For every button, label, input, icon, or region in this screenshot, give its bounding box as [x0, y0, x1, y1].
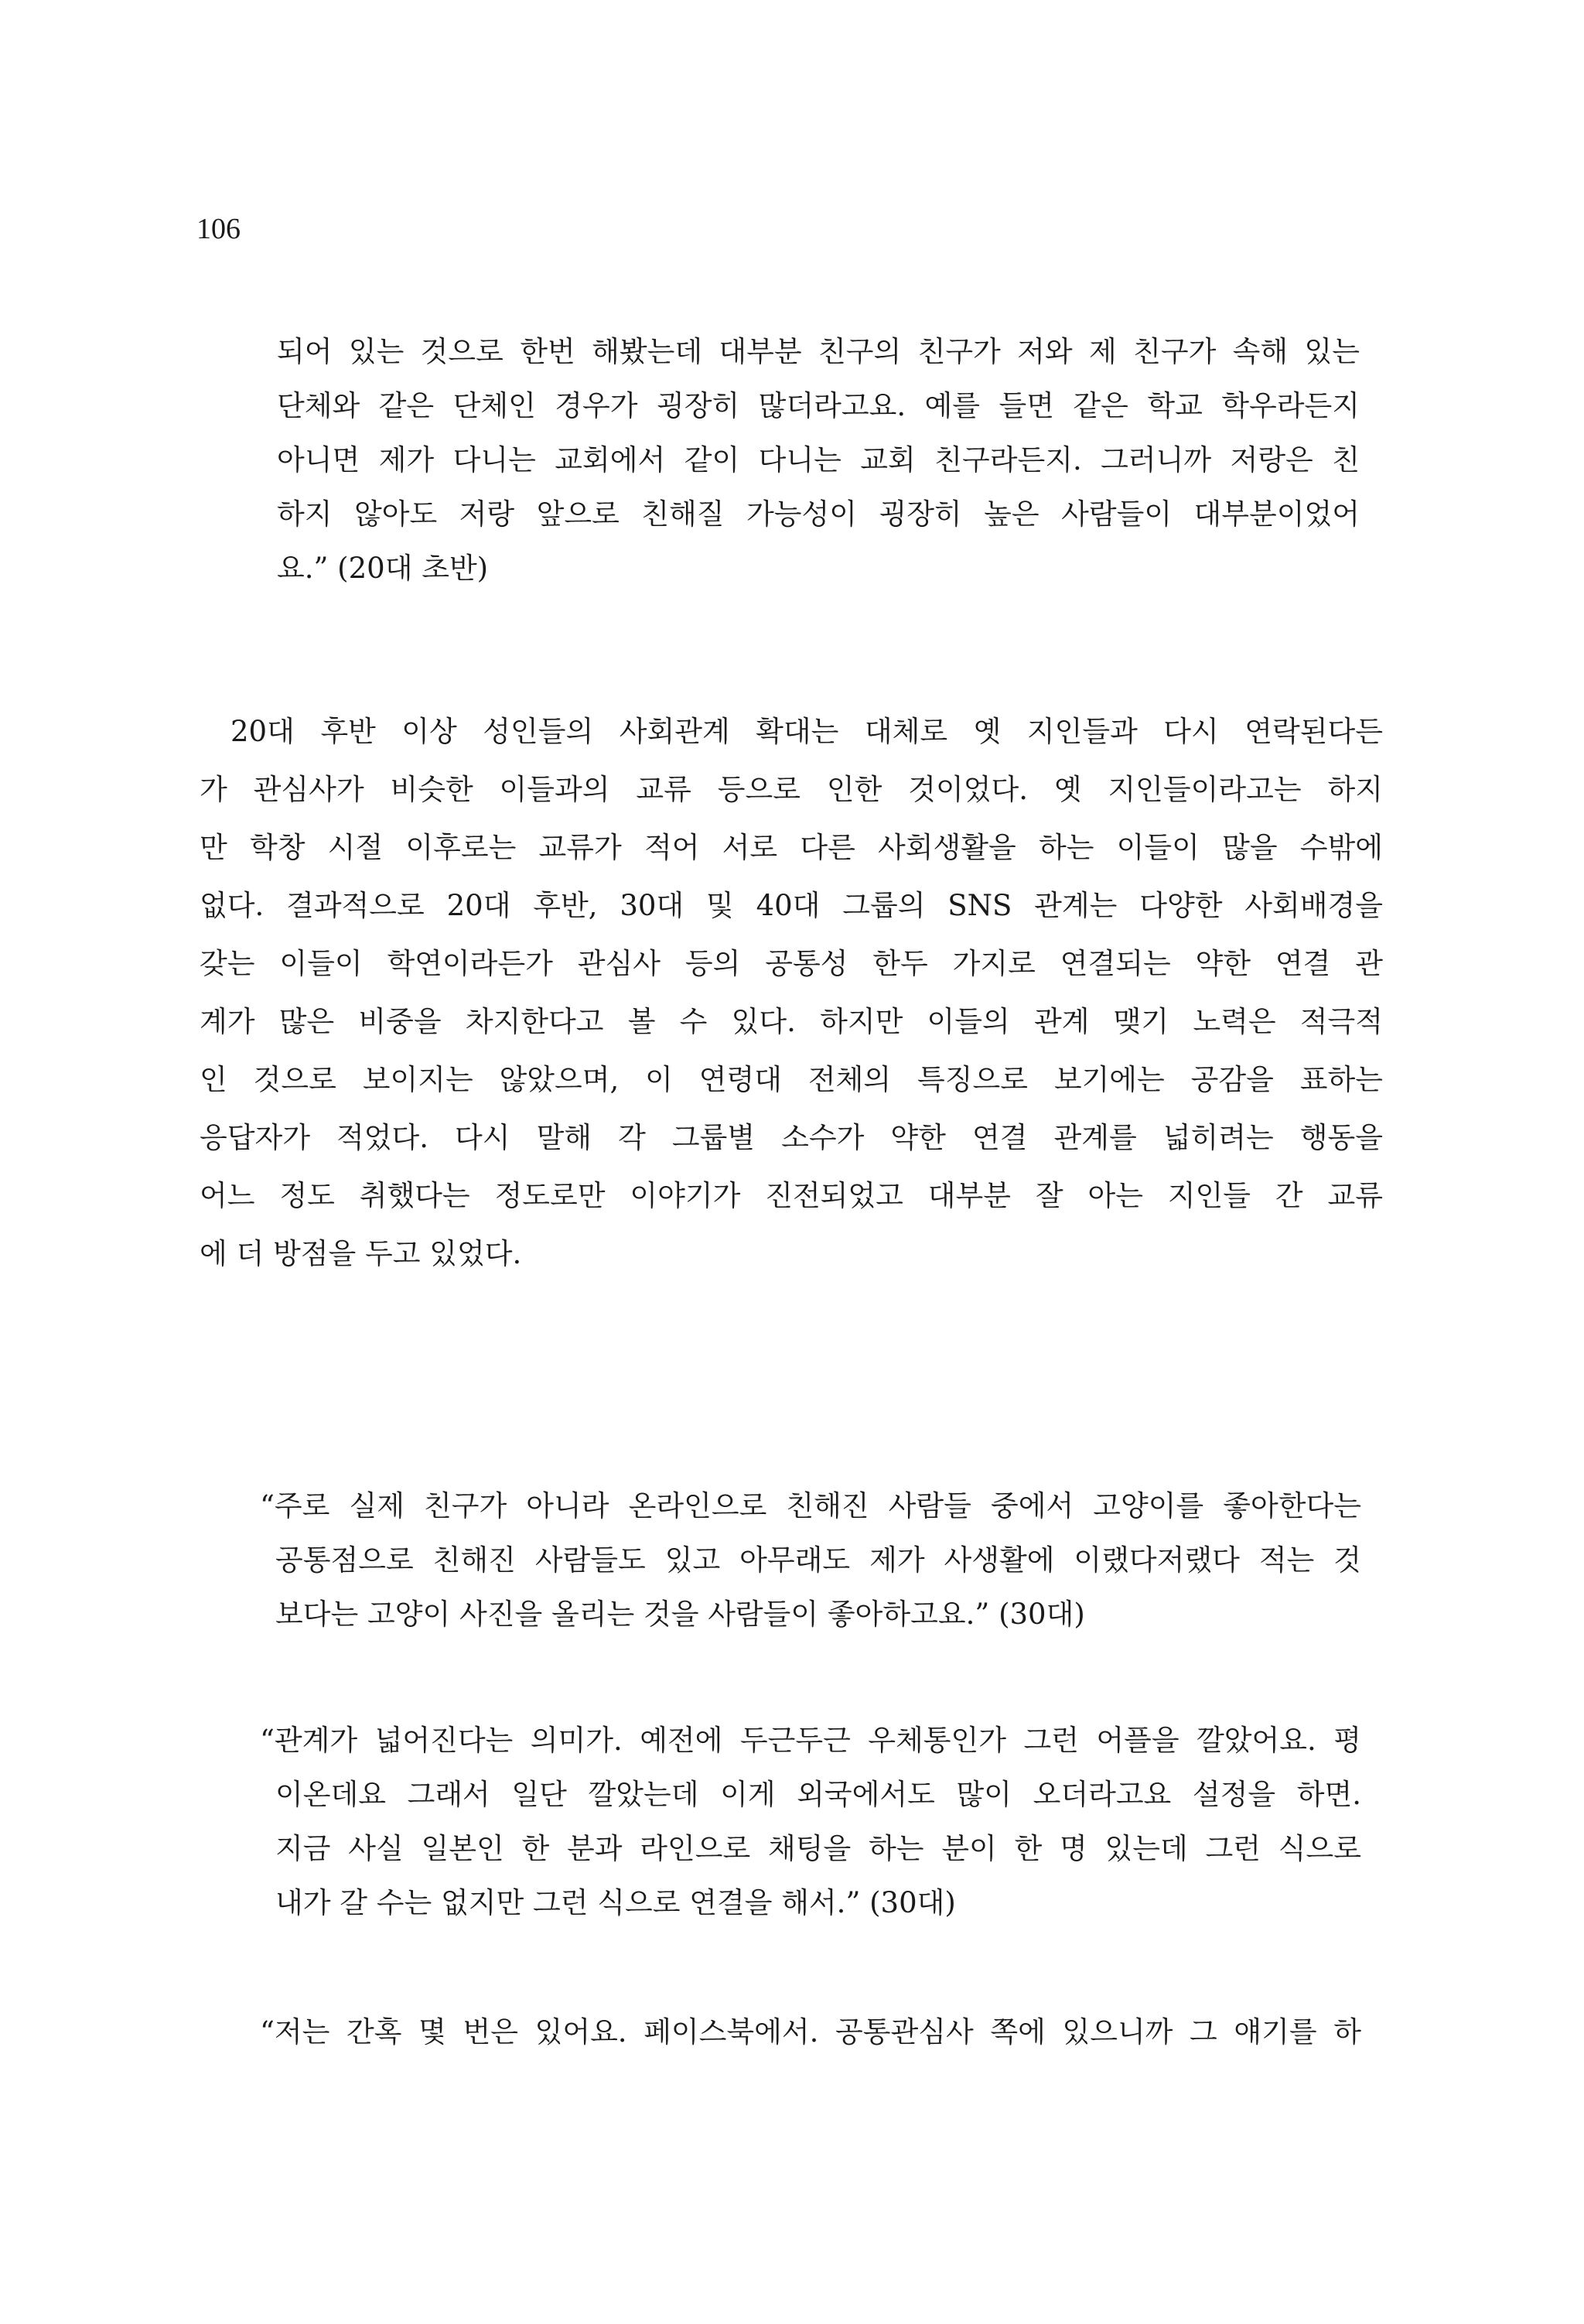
interview-quote-facebook — [260, 2005, 1361, 2059]
paragraph-line: 응답자가 적었다. 다시 말해 각 그룹별 소수가 약한 연결 관계를 넓히려는 행동을 — [200, 1121, 1383, 1154]
quote-line: 내가 갈 수는 없지만 그런 식으로 연결을 해서.” (30대) — [275, 1886, 956, 1919]
interview-quote-30s-cat — [260, 1479, 1361, 1642]
body-paragraph — [200, 702, 1383, 1283]
quote-line: 지금 사실 일본인 한 분과 라인으로 채팅을 하는 분이 한 명 있는데 그런 식으로 — [275, 1832, 1361, 1865]
paragraph-line: 없다. 결과적으로 20대 후반, 30대 및 40대 그룹의 SNS 관계는 다양한 사회배경을 — [200, 889, 1383, 922]
quote-line: 되어 있는 것으로 한번 해봤는데 대부분 친구의 친구가 저와 제 친구가 속해 있는 — [277, 335, 1360, 368]
quote-line: “저는 간혹 몇 번은 있어요. 페이스북에서. 공통관심사 쪽에 있으니까 그 얘기를 하 — [260, 2015, 1361, 2049]
quote-line: 보다는 고양이 사진을 올리는 것을 사람들이 좋아하고요.” (30대) — [275, 1598, 1085, 1631]
quote-line: 이온데요 그래서 일단 깔았는데 이게 외국에서도 많이 오더라고요 설정을 하면. — [275, 1778, 1361, 1811]
quote-line: 단체와 같은 단체인 경우가 굉장히 많더라고요. 예를 들면 같은 학교 학우라든지 — [277, 389, 1360, 422]
paragraph-line: 가 관심사가 비슷한 이들과의 교류 등으로 인한 것이었다. 옛 지인들이라고는 하지 — [200, 773, 1383, 806]
paragraph-line: 인 것으로 보이지는 않았으며, 이 연령대 전체의 특징으로 보기에는 공감을 표하는 — [200, 1063, 1383, 1096]
quote-line: 공통점으로 친해진 사람들도 있고 아무래도 제가 사생활에 이랬다저랬다 적는 것 — [275, 1543, 1361, 1577]
quote-line: 아니면 제가 다니는 교회에서 같이 다니는 교회 친구라든지. 그러니까 저랑은 친 — [277, 443, 1360, 477]
quote-line: 하지 않아도 저랑 앞으로 친해질 가능성이 굉장히 높은 사람들이 대부분이었어 — [277, 497, 1360, 531]
paragraph-line: 에 더 방점을 두고 있었다. — [200, 1237, 522, 1270]
interview-quote-30s-app — [260, 1714, 1361, 1930]
quote-line: 요.” (20대 초반) — [277, 552, 489, 585]
paragraph-line: 20대 후반 이상 성인들의 사회관계 확대는 대체로 옛 지인들과 다시 연락된다든 — [230, 715, 1383, 748]
quote-line: “관계가 넓어진다는 의미가. 예전에 두근두근 우체통인가 그런 어플을 깔았어요. 평 — [260, 1724, 1361, 1757]
interview-quote-20s-early — [277, 325, 1360, 596]
paragraph-line: 계가 많은 비중을 차지한다고 볼 수 있다. 하지만 이들의 관계 맺기 노력은 적극적 — [200, 1005, 1383, 1038]
paragraph-line: 갖는 이들이 학연이라든가 관심사 등의 공통성 한두 가지로 연결되는 약한 연결 관 — [200, 947, 1383, 980]
paragraph-line: 어느 정도 취했다는 정도로만 이야기가 진전되었고 대부분 잘 아는 지인들 간 교류 — [200, 1179, 1383, 1212]
paragraph-line: 만 학창 시절 이후로는 교류가 적어 서로 다른 사회생활을 하는 이들이 많을 수밖에 — [200, 831, 1383, 864]
page-number: 106 — [196, 213, 241, 245]
quote-line: “주로 실제 친구가 아니라 온라인으로 친해진 사람들 중에서 고양이를 좋아한다는 — [260, 1489, 1361, 1523]
